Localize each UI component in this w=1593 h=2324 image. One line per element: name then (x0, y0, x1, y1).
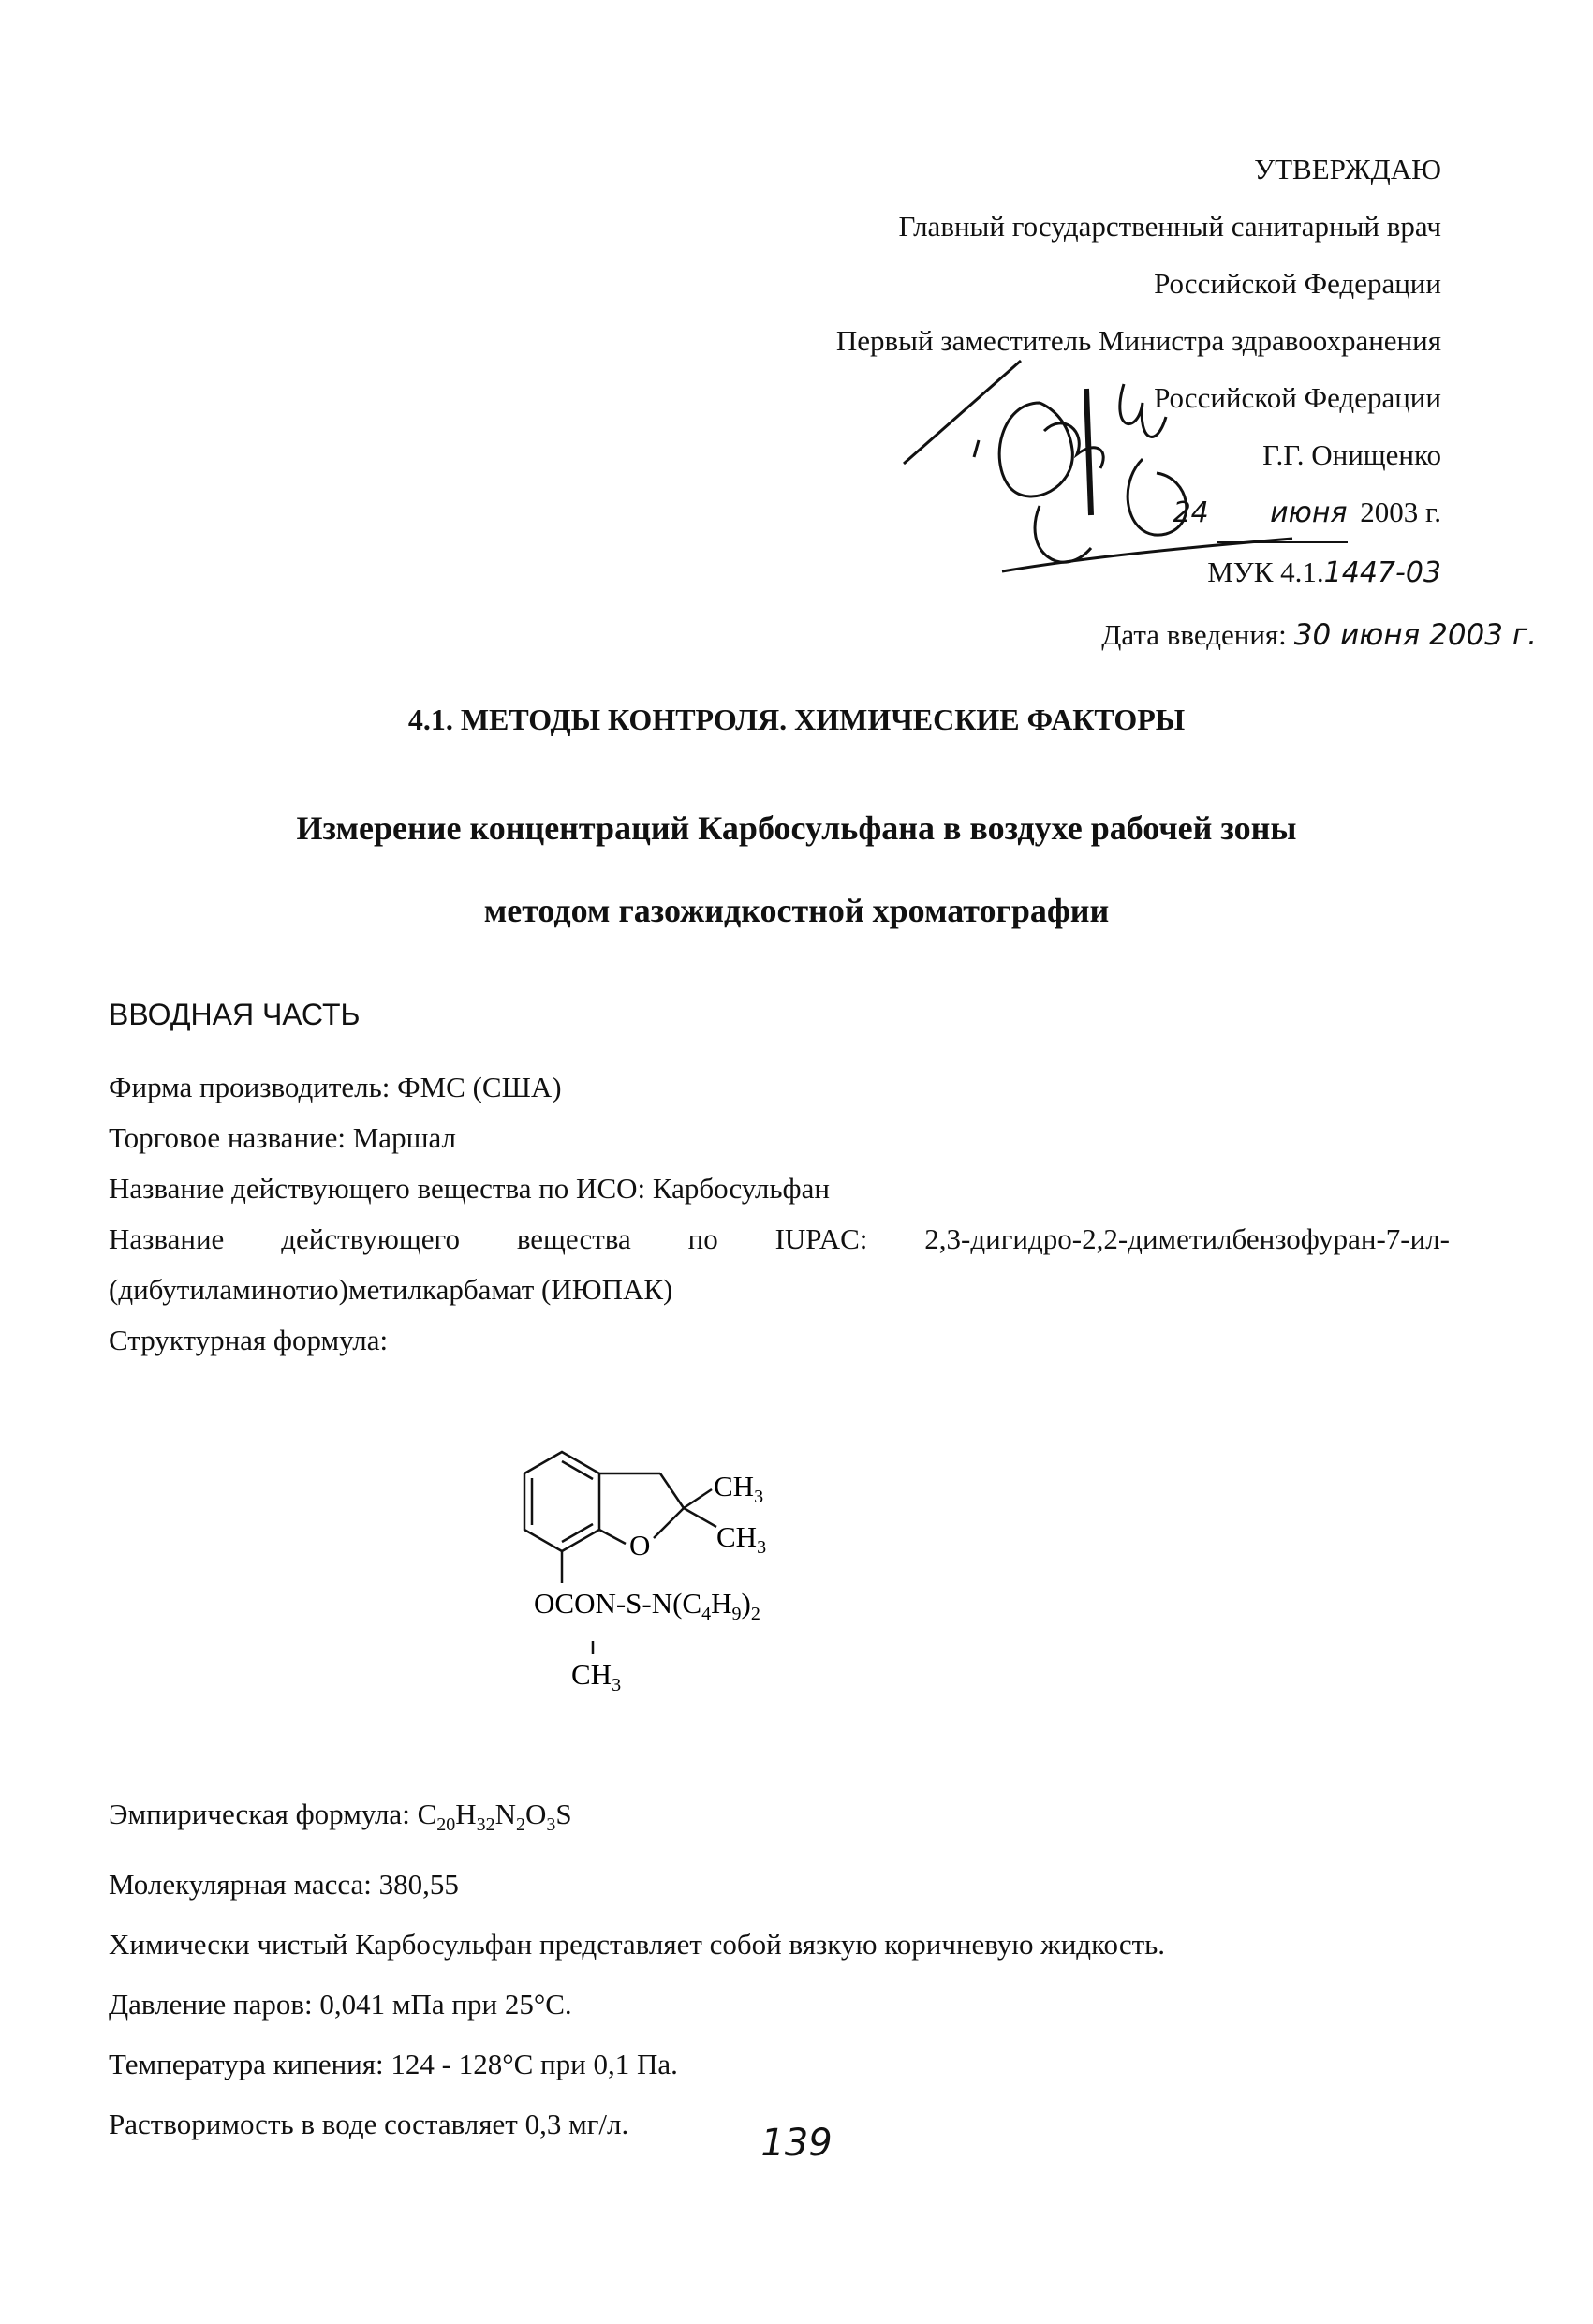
empirical-formula-label: Эмпирическая формула: (109, 1798, 418, 1830)
approval-year: 2003 г. (1360, 496, 1441, 528)
solubility-line: Растворимость в воде составляет 0,3 мг/л. (109, 2108, 629, 2141)
approver-name: Г.Г. Онищенко (1262, 438, 1441, 471)
section-title: 4.1. МЕТОДЫ КОНТРОЛЯ. ХИМИЧЕСКИЕ ФАКТОРЫ (407, 703, 1186, 736)
iso-name-line: Название действующего вещества по ИСО: Карбосульфан (109, 1172, 830, 1205)
approval-heading: УТВЕРЖДАЮ (1254, 153, 1441, 185)
iupac-line-2: (дибутиламинотио)метилкарбамат (ИЮПАК) (109, 1273, 673, 1306)
muk-number: 1447-03 (1323, 556, 1441, 589)
muk-prefix: МУК 4.1. (1207, 555, 1324, 588)
introduction-date (1101, 618, 1537, 652)
signature-image (899, 347, 1311, 590)
methyl-group-2: $CH_3$ (716, 1520, 767, 1558)
approval-line-1: Главный государственный санитарный врач (898, 210, 1441, 243)
approval-date-month: июня (1217, 484, 1348, 543)
n-methyl-group: $CH_3$ (571, 1658, 622, 1695)
properties-section (109, 1784, 1450, 2154)
structural-formula (506, 1433, 955, 1742)
iupac-line-1: Название действующего вещества по IUPAC: 2,3-дигидро-2,2-диметилбензофуран-7-ил- (109, 1222, 1450, 1255)
approval-line-3: Первый заместитель Министра здравоохранения (835, 324, 1441, 357)
carbamate-chain: OCON-$S-N(C_4H_9)_2$ (534, 1587, 760, 1624)
approval-line-4: Российской Федерации (1154, 381, 1441, 414)
structural-formula-label: Структурная формула: (109, 1324, 389, 1356)
trade-name-line: Торговое название: Маршал (109, 1121, 456, 1154)
introduction-date-label: Дата введения: (1101, 618, 1287, 651)
boiling-point-line: Температура кипения: 124 - 128°С при 0,1 Па. (109, 2048, 678, 2081)
intro-section (109, 998, 1450, 1366)
description-line: Химически чистый Карбосульфан представляет собой вязкую коричневую жидкость. (109, 1928, 1166, 1961)
approval-line-2: Российской Федерации (1154, 267, 1441, 300)
intro-heading: ВВОДНАЯ ЧАСТЬ (109, 998, 361, 1031)
vapor-pressure-line: Давление паров: 0,041 мПа при 25°С. (109, 1988, 572, 2021)
empirical-formula-line: Эмпирическая формула: $C_{20}H_{32}N_2O_3S$ (109, 1798, 572, 1836)
structural-formula-drawing (506, 1433, 955, 1742)
document-title-line-1: Измерение концентраций Карбосульфана в воздухе рабочей зоны (296, 809, 1297, 847)
methyl-group-1: $CH_3$ (714, 1470, 764, 1507)
page-number: 139 (760, 2122, 833, 2165)
introduction-date-value: 30 июня 2003 г. (1293, 618, 1537, 652)
approval-date-day: 24 (1173, 496, 1209, 529)
molecular-mass-line: Молекулярная масса: 380,55 (109, 1868, 459, 1902)
document-title (0, 787, 1593, 952)
manufacturer-line: Фирма производитель: ФМС (США) (109, 1071, 562, 1103)
ring-oxygen: O (629, 1529, 651, 1562)
document-title-line-2: методом газожидкостной хроматографии (483, 892, 1110, 929)
